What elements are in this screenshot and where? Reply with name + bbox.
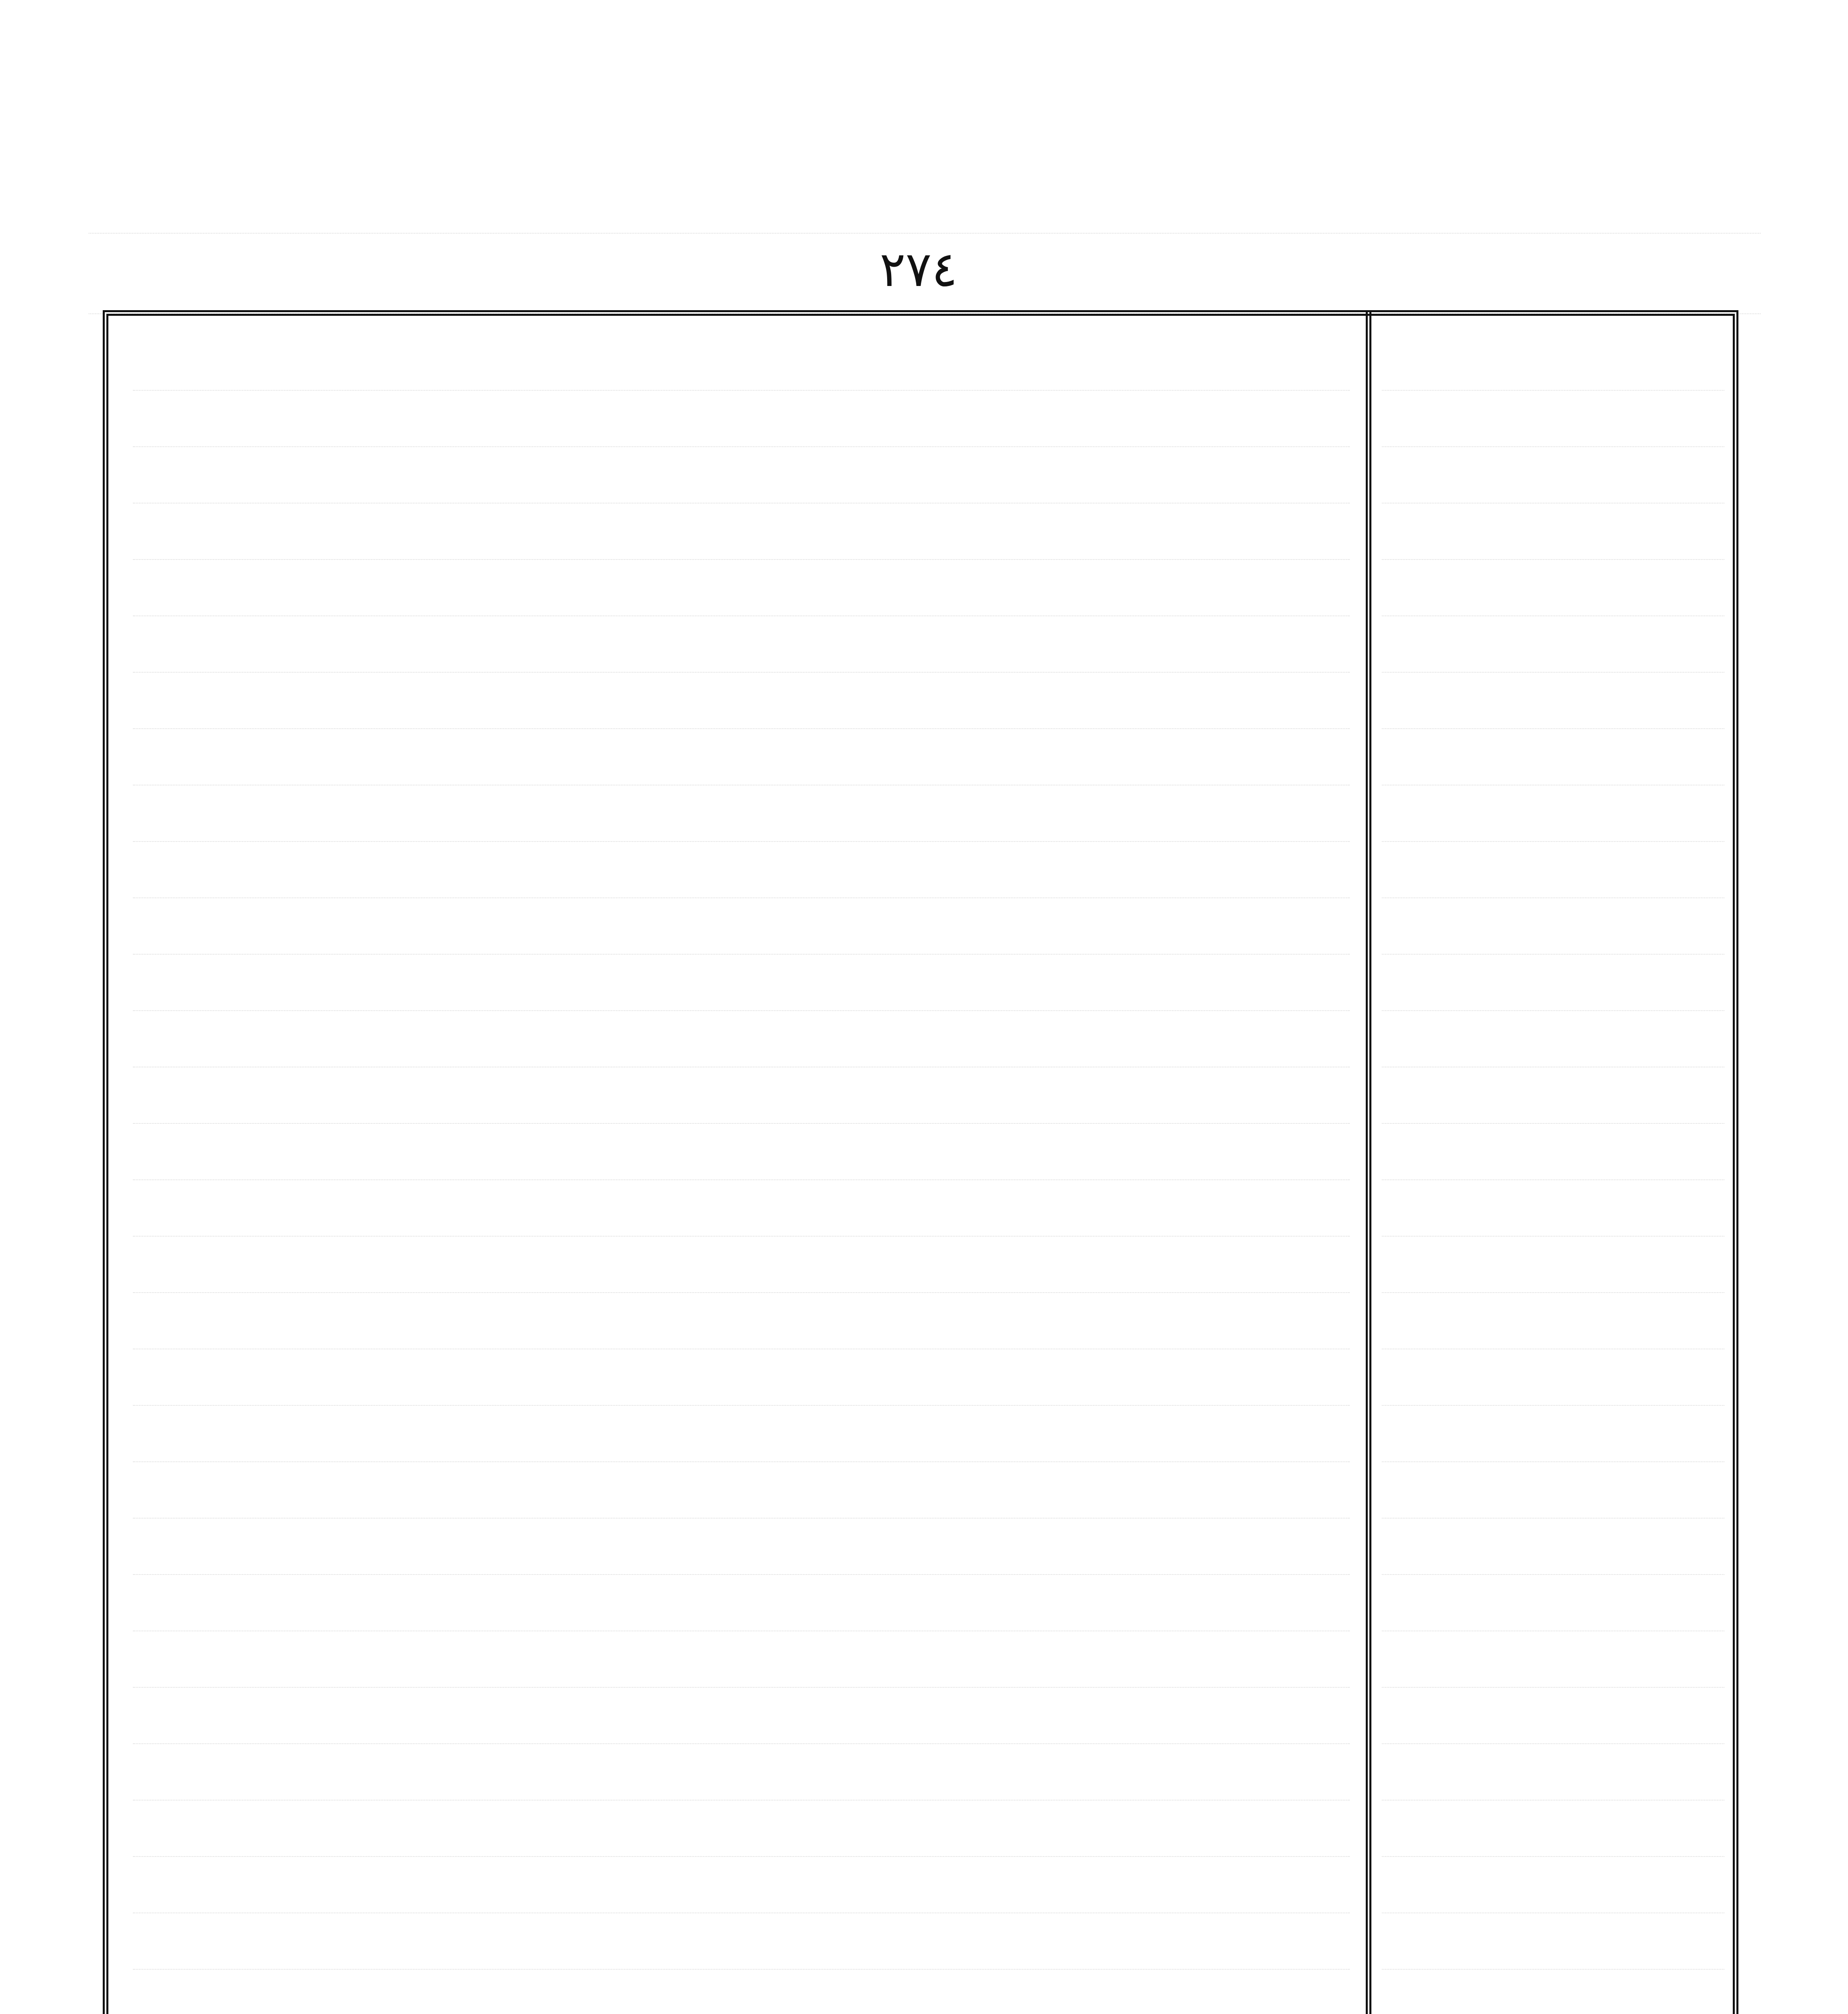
margin-commentary-line bbox=[1382, 1688, 1724, 1744]
main-text-column bbox=[133, 334, 1350, 2014]
margin-commentary-line bbox=[1382, 1970, 1724, 2014]
margin-commentary-line bbox=[1382, 616, 1724, 673]
margin-commentary-line bbox=[1382, 1631, 1724, 1688]
margin-commentary-line bbox=[1382, 1293, 1724, 1349]
main-text-line bbox=[133, 1406, 1350, 1462]
margin-commentary-line bbox=[1382, 560, 1724, 616]
main-text-line bbox=[133, 1744, 1350, 1801]
margin-commentary-column bbox=[1382, 334, 1724, 2014]
main-text-line bbox=[133, 842, 1350, 898]
main-text-line bbox=[133, 560, 1350, 616]
main-text-line bbox=[133, 391, 1350, 447]
main-text-line bbox=[133, 785, 1350, 842]
margin-commentary-line bbox=[1382, 1519, 1724, 1575]
main-text-line bbox=[133, 1462, 1350, 1519]
margin-commentary-line bbox=[1382, 1857, 1724, 1913]
main-text-line bbox=[133, 1801, 1350, 1857]
main-text-line bbox=[133, 1970, 1350, 2014]
main-text-line bbox=[133, 1575, 1350, 1631]
main-text-line bbox=[133, 898, 1350, 955]
margin-commentary-line bbox=[1382, 391, 1724, 447]
main-text-line bbox=[133, 1913, 1350, 1970]
margin-commentary-line bbox=[1382, 1406, 1724, 1462]
margin-commentary-line bbox=[1382, 673, 1724, 729]
main-text-line bbox=[133, 1124, 1350, 1180]
main-text-line bbox=[133, 1688, 1350, 1744]
main-text-line bbox=[133, 1237, 1350, 1293]
margin-commentary-line bbox=[1382, 1349, 1724, 1406]
margin-commentary-line bbox=[1382, 842, 1724, 898]
main-text-line bbox=[133, 955, 1350, 1011]
margin-commentary-line bbox=[1382, 1180, 1724, 1237]
column-divider bbox=[1366, 310, 1371, 2014]
top-commentary-line bbox=[89, 153, 1761, 234]
margin-commentary-line bbox=[1382, 1801, 1724, 1857]
main-text-line bbox=[133, 673, 1350, 729]
main-text-line bbox=[133, 1067, 1350, 1124]
main-text-line bbox=[133, 334, 1350, 391]
margin-commentary-line bbox=[1382, 785, 1724, 842]
margin-commentary-line bbox=[1382, 1744, 1724, 1801]
main-text-line bbox=[133, 616, 1350, 673]
margin-commentary-line bbox=[1382, 1237, 1724, 1293]
main-text-line bbox=[133, 1293, 1350, 1349]
main-text-line bbox=[133, 447, 1350, 504]
margin-commentary-line bbox=[1382, 1124, 1724, 1180]
margin-commentary-line bbox=[1382, 1913, 1724, 1970]
margin-commentary-line bbox=[1382, 955, 1724, 1011]
main-text-line bbox=[133, 1180, 1350, 1237]
main-text-line bbox=[133, 729, 1350, 785]
margin-commentary-line bbox=[1382, 1011, 1724, 1067]
main-text-line bbox=[133, 1631, 1350, 1688]
margin-commentary-line bbox=[1382, 898, 1724, 955]
page-number: ٢٧٤ bbox=[879, 242, 958, 298]
margin-commentary-line bbox=[1382, 334, 1724, 391]
margin-commentary-line bbox=[1382, 729, 1724, 785]
main-text-line bbox=[133, 1349, 1350, 1406]
main-text-line bbox=[133, 1519, 1350, 1575]
main-text-line bbox=[133, 1011, 1350, 1067]
main-text-line bbox=[133, 1857, 1350, 1913]
margin-commentary-line bbox=[1382, 1575, 1724, 1631]
main-text-line bbox=[133, 504, 1350, 560]
margin-commentary-line bbox=[1382, 1462, 1724, 1519]
margin-commentary-line bbox=[1382, 1067, 1724, 1124]
margin-commentary-line bbox=[1382, 447, 1724, 504]
margin-commentary-line bbox=[1382, 504, 1724, 560]
